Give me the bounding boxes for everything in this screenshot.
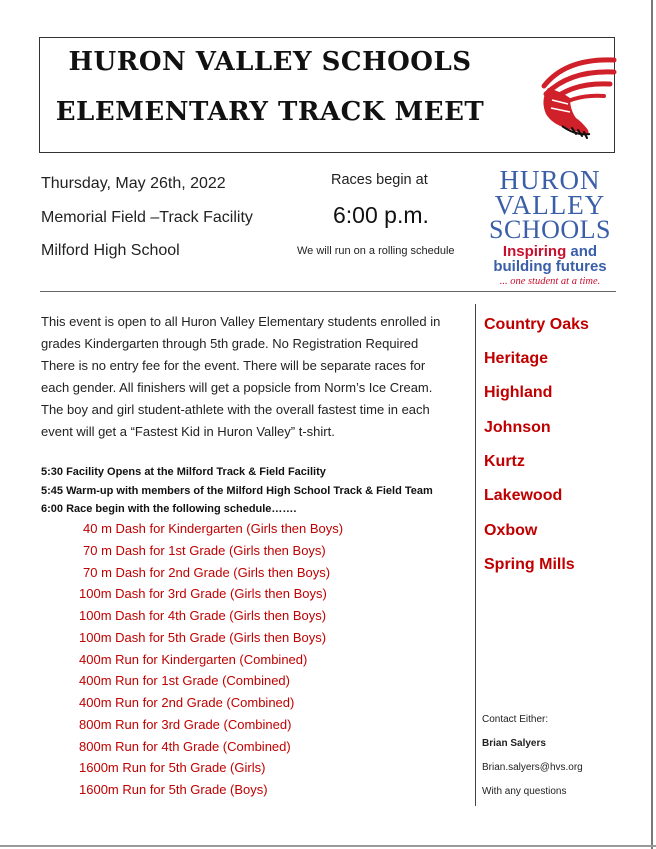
logo-tagline-inspiring: Inspiring <box>502 243 567 260</box>
race-item: 70 m Dash for 1st Grade (Girls then Boys) <box>83 543 326 558</box>
race-item: 40 m Dash for Kindergarten (Girls then Boys) <box>83 521 344 536</box>
contact-note: With any questions <box>482 786 567 797</box>
school-oxbow: Oxbow <box>484 522 538 539</box>
school-kurtz: Kurtz <box>484 453 525 470</box>
event-date: Thursday, May 26th, 2022 <box>41 175 226 192</box>
logo-line-schools: SCHOOLS <box>489 215 611 244</box>
page-edge-right <box>651 0 653 849</box>
title-banner <box>39 37 615 153</box>
contact-name: Brian Salyers <box>482 738 546 749</box>
description-line: grades Kindergarten through 5th grade. No Registration Required <box>41 336 419 351</box>
race-item: 100m Dash for 4th Grade (Girls then Boys) <box>79 608 327 623</box>
race-item: 800m Run for 4th Grade (Combined) <box>79 739 291 754</box>
race-item: 1600m Run for 5th Grade (Boys) <box>79 782 268 797</box>
school-lakewood: Lakewood <box>484 487 563 504</box>
race-item: 70 m Dash for 2nd Grade (Girls then Boys) <box>83 565 331 580</box>
race-item: 400m Run for 2nd Grade (Combined) <box>79 695 295 710</box>
school-highland: Highland <box>484 384 553 401</box>
logo-line-valley: VALLEY <box>494 190 606 220</box>
description-line: each gender. All finishers will get a popsicle from Norm’s Ice Cream. <box>41 380 433 395</box>
description-line: This event is open to all Huron Valley Elementary students enrolled in <box>41 314 441 329</box>
event-location: Memorial Field –Track Facility <box>41 209 253 226</box>
contact-label: Contact Either: <box>482 714 549 725</box>
races-begin-label: Races begin at <box>331 172 428 188</box>
race-item: 100m Dash for 3rd Grade (Girls then Boys) <box>79 586 327 601</box>
column-divider <box>475 304 476 806</box>
hvs-logo <box>484 167 616 287</box>
schedule-item: 6:00 Race begin with the following schedule……. <box>41 503 297 515</box>
school-spring-mills: Spring Mills <box>484 556 575 573</box>
logo-tagline-1 <box>484 244 616 259</box>
school-heritage: Heritage <box>484 350 549 367</box>
schedule-list <box>41 463 433 519</box>
event-school: Milford High School <box>41 242 180 259</box>
school-country-oaks: Country Oaks <box>484 316 589 333</box>
page-edge-bottom <box>0 845 656 847</box>
winged-shoe-icon <box>526 52 622 144</box>
race-item: 400m Run for Kindergarten (Combined) <box>79 652 308 667</box>
logo-line-huron: HURON <box>499 165 601 195</box>
schedule-item: 5:30 Facility Opens at the Milford Track & Field Facility <box>41 466 326 478</box>
logo-tagline-and: and <box>566 243 598 260</box>
logo-tagline-3: ... one student at a time. <box>499 275 601 287</box>
description-line: There is no entry fee for the event. There will be separate races for <box>41 358 426 373</box>
title-line-1: HURON VALLEY SCHOOLS <box>68 47 472 77</box>
section-divider <box>40 291 616 292</box>
start-time: 6:00 p.m. <box>333 202 429 228</box>
schedule-item: 5:45 Warm-up with members of the Milford High School Track & Field Team <box>41 484 433 497</box>
rolling-schedule-note: We will run on a rolling schedule <box>297 245 455 257</box>
title-line-2: ELEMENTARY TRACK MEET <box>55 97 485 127</box>
logo-tagline-2: building futures <box>493 258 607 275</box>
description-line: event will get a “Fastest Kid in Huron Valley” t-shirt. <box>41 424 335 439</box>
race-item: 800m Run for 3rd Grade (Combined) <box>79 717 292 732</box>
race-item: 400m Run for 1st Grade (Combined) <box>79 673 290 688</box>
description-line: The boy and girl student-athlete with the overall fastest time in each <box>41 402 430 417</box>
race-item: 1600m Run for 5th Grade (Girls) <box>79 760 266 775</box>
contact-email[interactable]: Brian.salyers@hvs.org <box>482 762 583 773</box>
school-johnson: Johnson <box>484 419 551 436</box>
event-description <box>41 311 471 443</box>
race-item: 100m Dash for 5th Grade (Girls then Boys) <box>79 630 327 645</box>
